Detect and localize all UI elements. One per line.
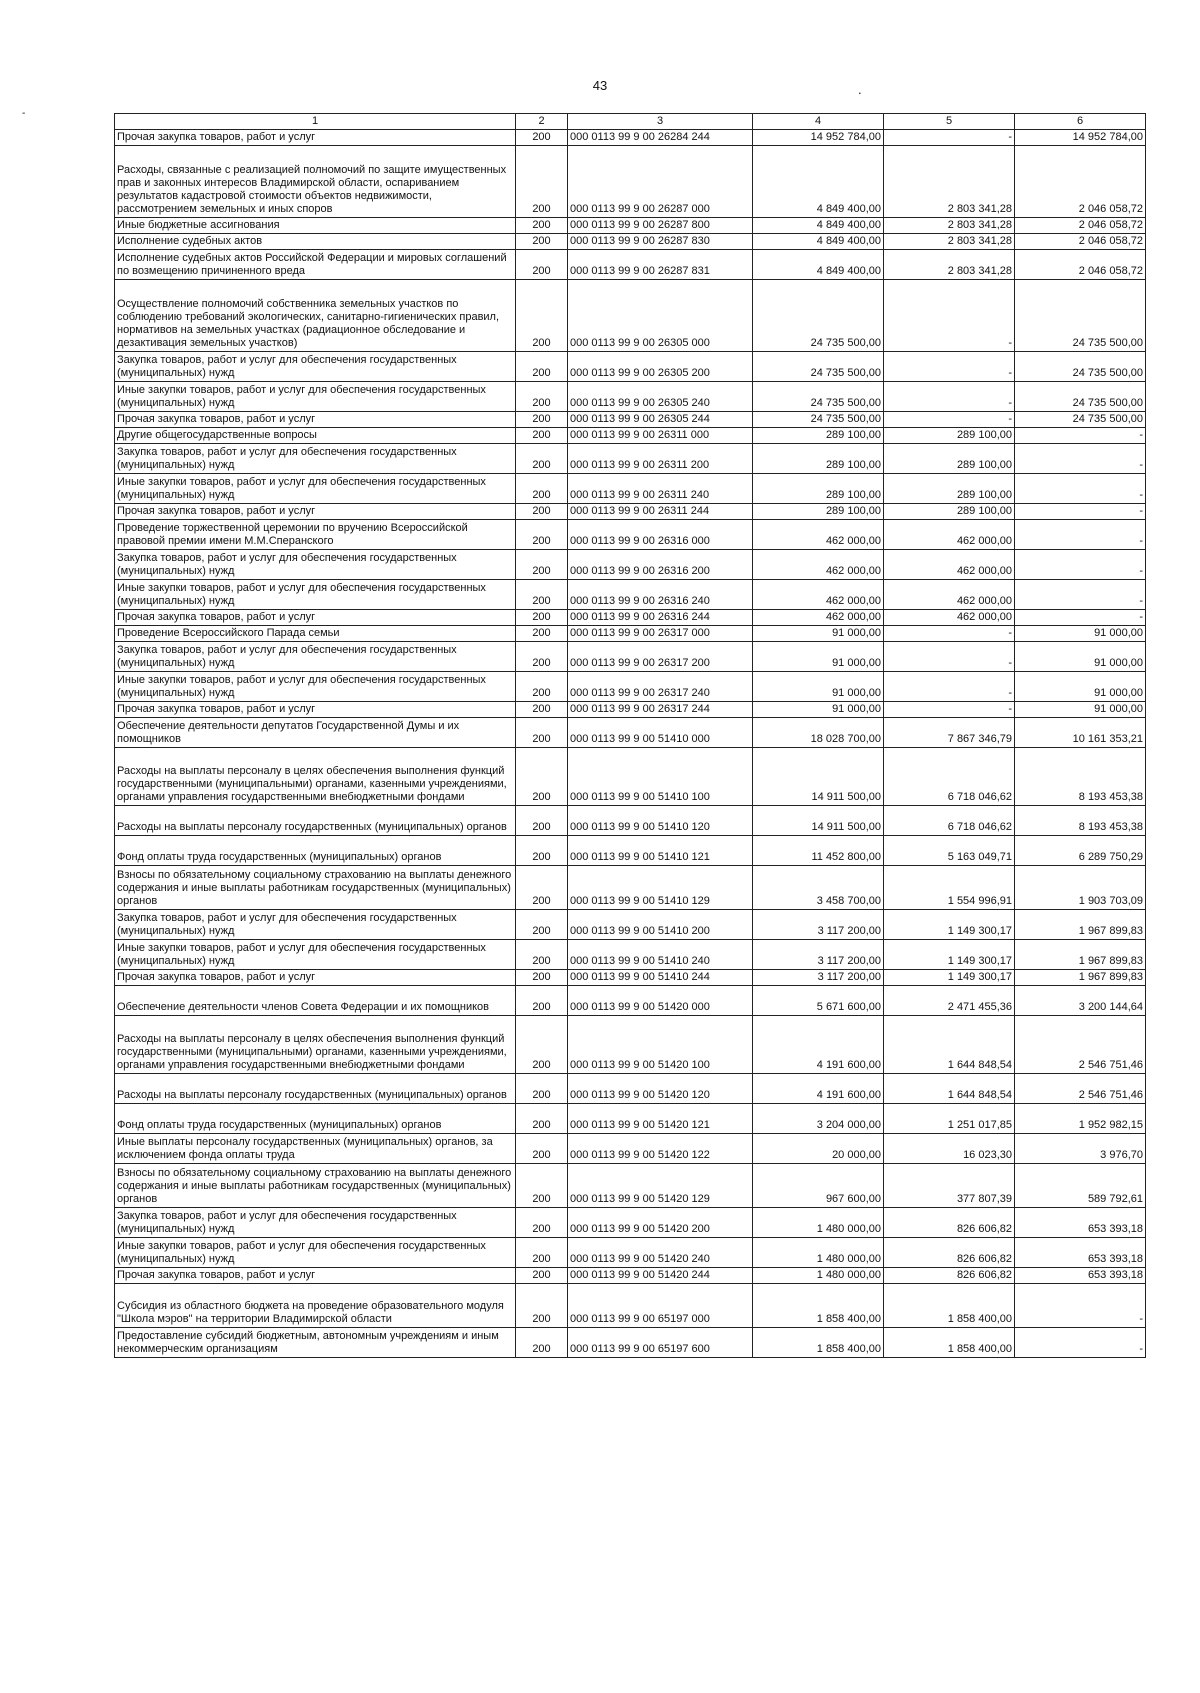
row-kbk: 000 0113 99 9 00 51420 244 [568,1268,753,1284]
row-executed: 826 606,82 [884,1208,1015,1238]
table-row [115,626,1146,642]
row-unexecuted: - [1015,1328,1146,1358]
row-name: Закупка товаров, работ и услуг для обеспечения государственных (муниципальных) нужд [115,444,516,474]
row-name: Расходы, связанные с реализацией полномочий по защите имущественных прав и законных интересов Владимирской области, оспариванием результатов кадастровой стоимости объектов недвижимости, рассмотрением земельных и иных споров [115,146,516,218]
table-row [115,718,1146,748]
row-unexecuted: 6 289 750,29 [1015,836,1146,866]
row-kbk: 000 0113 99 9 00 51420 200 [568,1208,753,1238]
row-code: 200 [516,672,568,702]
row-unexecuted: 91 000,00 [1015,626,1146,642]
table-row [115,444,1146,474]
row-executed: 1 644 848,54 [884,1074,1015,1104]
row-executed: 289 100,00 [884,474,1015,504]
row-executed: 5 163 049,71 [884,836,1015,866]
row-name: Закупка товаров, работ и услуг для обеспечения государственных (муниципальных) нужд [115,352,516,382]
row-name: Фонд оплаты труда государственных (муниципальных) органов [115,836,516,866]
row-executed: 7 867 346,79 [884,718,1015,748]
row-unexecuted: 91 000,00 [1015,702,1146,718]
row-name: Проведение торжественной церемонии по вручению Всероссийской правовой премии имени М.М.Сперанского [115,520,516,550]
row-unexecuted: - [1015,580,1146,610]
table-row [115,1134,1146,1164]
row-kbk: 000 0113 99 9 00 51410 120 [568,806,753,836]
row-unexecuted: 1 967 899,83 [1015,970,1146,986]
row-kbk: 000 0113 99 9 00 51420 121 [568,1104,753,1134]
table-row [115,1208,1146,1238]
row-kbk: 000 0113 99 9 00 26311 240 [568,474,753,504]
row-code: 200 [516,642,568,672]
row-name: Закупка товаров, работ и услуг для обеспечения государственных (муниципальных) нужд [115,1208,516,1238]
row-executed: 2 803 341,28 [884,146,1015,218]
row-name: Взносы по обязательному социальному страхованию на выплаты денежного содержания и иные выплаты работникам государственных (муниципальных) органов [115,1164,516,1208]
row-approved: 4 849 400,00 [753,218,884,234]
row-approved: 289 100,00 [753,504,884,520]
row-name: Закупка товаров, работ и услуг для обеспечения государственных (муниципальных) нужд [115,910,516,940]
row-code: 200 [516,428,568,444]
row-code: 200 [516,610,568,626]
row-approved: 462 000,00 [753,580,884,610]
row-unexecuted: - [1015,444,1146,474]
stray-mark: - [22,108,26,119]
row-approved: 91 000,00 [753,702,884,718]
row-kbk: 000 0113 99 9 00 26316 200 [568,550,753,580]
row-unexecuted: 91 000,00 [1015,642,1146,672]
table-row [115,1238,1146,1268]
row-unexecuted: 3 976,70 [1015,1134,1146,1164]
row-code: 200 [516,1328,568,1358]
row-name: Прочая закупка товаров, работ и услуг [115,970,516,986]
row-code: 200 [516,1016,568,1074]
row-executed: 462 000,00 [884,610,1015,626]
row-approved: 5 671 600,00 [753,986,884,1016]
row-approved: 462 000,00 [753,610,884,626]
row-unexecuted: 653 393,18 [1015,1208,1146,1238]
row-approved: 289 100,00 [753,428,884,444]
row-executed: 2 803 341,28 [884,250,1015,280]
row-code: 200 [516,352,568,382]
row-code: 200 [516,866,568,910]
row-unexecuted: 24 735 500,00 [1015,352,1146,382]
row-unexecuted: 2 046 058,72 [1015,234,1146,250]
row-code: 200 [516,1208,568,1238]
row-name: Прочая закупка товаров, работ и услуг [115,504,516,520]
row-executed: 1 554 996,91 [884,866,1015,910]
table-row [115,428,1146,444]
table-row [115,610,1146,626]
row-kbk: 000 0113 99 9 00 26317 000 [568,626,753,642]
row-approved: 1 858 400,00 [753,1284,884,1328]
row-approved: 3 204 000,00 [753,1104,884,1134]
row-approved: 4 191 600,00 [753,1074,884,1104]
row-code: 200 [516,940,568,970]
row-kbk: 000 0113 99 9 00 26287 800 [568,218,753,234]
row-kbk: 000 0113 99 9 00 26305 000 [568,280,753,352]
row-unexecuted: 24 735 500,00 [1015,412,1146,428]
row-executed: 2 803 341,28 [884,234,1015,250]
row-executed: - [884,130,1015,146]
table-row [115,702,1146,718]
row-kbk: 000 0113 99 9 00 26311 000 [568,428,753,444]
row-name: Проведение Всероссийского Парада семьи [115,626,516,642]
row-code: 200 [516,1284,568,1328]
row-executed: - [884,672,1015,702]
table-body [115,130,1146,1358]
row-unexecuted: - [1015,1284,1146,1328]
row-kbk: 000 0113 99 9 00 26316 000 [568,520,753,550]
table-row [115,806,1146,836]
row-unexecuted: 2 546 751,46 [1015,1016,1146,1074]
row-name: Исполнение судебных актов Российской Федерации и мировых соглашений по возмещению причиненного вреда [115,250,516,280]
row-unexecuted: 8 193 453,38 [1015,806,1146,836]
row-name: Взносы по обязательному социальному страхованию на выплаты денежного содержания и иные выплаты работникам государственных (муниципальных) органов [115,866,516,910]
row-code: 200 [516,580,568,610]
row-executed: 462 000,00 [884,550,1015,580]
row-unexecuted: - [1015,550,1146,580]
row-kbk: 000 0113 99 9 00 26287 830 [568,234,753,250]
row-kbk: 000 0113 99 9 00 26305 244 [568,412,753,428]
table-row [115,130,1146,146]
row-kbk: 000 0113 99 9 00 26316 240 [568,580,753,610]
table-row [115,910,1146,940]
row-kbk: 000 0113 99 9 00 51420 122 [568,1134,753,1164]
row-unexecuted: 1 903 703,09 [1015,866,1146,910]
row-code: 200 [516,280,568,352]
row-executed: 1 644 848,54 [884,1016,1015,1074]
row-executed: 2 471 455,36 [884,986,1015,1016]
row-unexecuted: 2 046 058,72 [1015,146,1146,218]
row-name: Иные бюджетные ассигнования [115,218,516,234]
row-executed: 1 858 400,00 [884,1284,1015,1328]
row-name: Иные закупки товаров, работ и услуг для обеспечения государственных (муниципальных) нужд [115,672,516,702]
row-approved: 1 858 400,00 [753,1328,884,1358]
row-code: 200 [516,250,568,280]
row-unexecuted: 1 952 982,15 [1015,1104,1146,1134]
row-kbk: 000 0113 99 9 00 51410 121 [568,836,753,866]
row-unexecuted: 1 967 899,83 [1015,940,1146,970]
row-code: 200 [516,130,568,146]
row-approved: 11 452 800,00 [753,836,884,866]
table-row [115,1074,1146,1104]
row-name: Расходы на выплаты персоналу в целях обеспечения выполнения функций государственными (муниципальными) органами, казенными учреждениями, органами управления государственными внебюджетными фондами [115,1016,516,1074]
row-code: 200 [516,504,568,520]
table-header-row [115,114,1146,130]
table-row [115,250,1146,280]
table-row [115,940,1146,970]
row-approved: 24 735 500,00 [753,352,884,382]
row-code: 200 [516,1104,568,1134]
row-code: 200 [516,1074,568,1104]
row-code: 200 [516,1134,568,1164]
row-unexecuted: 653 393,18 [1015,1268,1146,1284]
row-code: 200 [516,1238,568,1268]
table-row [115,504,1146,520]
row-approved: 4 849 400,00 [753,250,884,280]
row-kbk: 000 0113 99 9 00 51420 240 [568,1238,753,1268]
header-col-1: 1 [115,114,516,130]
row-unexecuted: - [1015,520,1146,550]
table-row [115,1016,1146,1074]
row-name: Предоставление субсидий бюджетным, автономным учреждениям и иным некоммерческим организациям [115,1328,516,1358]
row-kbk: 000 0113 99 9 00 51420 120 [568,1074,753,1104]
row-kbk: 000 0113 99 9 00 26317 240 [568,672,753,702]
row-unexecuted: 1 967 899,83 [1015,910,1146,940]
header-col-5: 5 [884,114,1015,130]
row-approved: 91 000,00 [753,672,884,702]
row-name: Закупка товаров, работ и услуг для обеспечения государственных (муниципальных) нужд [115,550,516,580]
row-approved: 3 117 200,00 [753,940,884,970]
row-executed: - [884,382,1015,412]
row-name: Иные закупки товаров, работ и услуг для обеспечения государственных (муниципальных) нужд [115,382,516,412]
table-row [115,1268,1146,1284]
table-row [115,412,1146,428]
row-executed: 826 606,82 [884,1238,1015,1268]
row-name: Иные выплаты персоналу государственных (муниципальных) органов, за исключением фонда оплаты труда [115,1134,516,1164]
row-approved: 1 480 000,00 [753,1208,884,1238]
table-row [115,748,1146,806]
row-approved: 1 480 000,00 [753,1268,884,1284]
row-executed: 377 807,39 [884,1164,1015,1208]
table-row [115,866,1146,910]
row-kbk: 000 0113 99 9 00 26287 831 [568,250,753,280]
row-unexecuted: - [1015,428,1146,444]
row-approved: 4 849 400,00 [753,234,884,250]
row-name: Осуществление полномочий собственника земельных участков по соблюдению требований экологических, санитарно-гигиенических правил, нормативов на земельных участках (радиационное обследование и дезактивация земельных участков) [115,280,516,352]
row-approved: 3 117 200,00 [753,970,884,986]
row-executed: 1 149 300,17 [884,970,1015,986]
row-name: Иные закупки товаров, работ и услуг для обеспечения государственных (муниципальных) нужд [115,580,516,610]
row-unexecuted: 10 161 353,21 [1015,718,1146,748]
row-executed: 2 803 341,28 [884,218,1015,234]
row-code: 200 [516,718,568,748]
row-approved: 24 735 500,00 [753,382,884,412]
table-row [115,970,1146,986]
row-approved: 967 600,00 [753,1164,884,1208]
row-approved: 4 191 600,00 [753,1016,884,1074]
row-name: Субсидия из областного бюджета на проведение образовательного модуля "Школа мэров" на территории Владимирской области [115,1284,516,1328]
row-name: Закупка товаров, работ и услуг для обеспечения государственных (муниципальных) нужд [115,642,516,672]
row-code: 200 [516,986,568,1016]
row-approved: 462 000,00 [753,520,884,550]
row-executed: - [884,412,1015,428]
table-row [115,146,1146,218]
row-executed: 16 023,30 [884,1134,1015,1164]
table-row [115,1164,1146,1208]
table-row [115,672,1146,702]
table-row [115,280,1146,352]
row-executed: 826 606,82 [884,1268,1015,1284]
stray-dot: . [858,82,862,97]
row-unexecuted: 8 193 453,38 [1015,748,1146,806]
row-approved: 24 735 500,00 [753,412,884,428]
row-kbk: 000 0113 99 9 00 51420 100 [568,1016,753,1074]
table-row [115,1284,1146,1328]
row-executed: 1 858 400,00 [884,1328,1015,1358]
row-approved: 3 458 700,00 [753,866,884,910]
row-name: Расходы на выплаты персоналу в целях обеспечения выполнения функций государственными (муниципальными) органами, казенными учреждениями, органами управления государственными внебюджетными фондами [115,748,516,806]
row-kbk: 000 0113 99 9 00 51410 200 [568,910,753,940]
row-code: 200 [516,412,568,428]
row-name: Иные закупки товаров, работ и услуг для обеспечения государственных (муниципальных) нужд [115,474,516,504]
row-approved: 24 735 500,00 [753,280,884,352]
row-approved: 3 117 200,00 [753,910,884,940]
row-code: 200 [516,910,568,940]
table-row [115,474,1146,504]
row-approved: 91 000,00 [753,626,884,642]
row-executed: - [884,280,1015,352]
table-row [115,234,1146,250]
row-kbk: 000 0113 99 9 00 65197 000 [568,1284,753,1328]
row-code: 200 [516,382,568,412]
table-row [115,520,1146,550]
row-approved: 1 480 000,00 [753,1238,884,1268]
row-name: Прочая закупка товаров, работ и услуг [115,610,516,626]
row-name: Расходы на выплаты персоналу государственных (муниципальных) органов [115,1074,516,1104]
row-approved: 4 849 400,00 [753,146,884,218]
row-executed: 6 718 046,62 [884,806,1015,836]
row-executed: 1 149 300,17 [884,910,1015,940]
row-kbk: 000 0113 99 9 00 51410 240 [568,940,753,970]
row-name: Прочая закупка товаров, работ и услуг [115,702,516,718]
row-kbk: 000 0113 99 9 00 26284 244 [568,130,753,146]
table-row [115,642,1146,672]
row-approved: 14 911 500,00 [753,806,884,836]
row-unexecuted: 2 046 058,72 [1015,218,1146,234]
row-unexecuted: - [1015,504,1146,520]
row-kbk: 000 0113 99 9 00 65197 600 [568,1328,753,1358]
row-name: Исполнение судебных актов [115,234,516,250]
row-name: Прочая закупка товаров, работ и услуг [115,412,516,428]
row-executed: - [884,642,1015,672]
row-approved: 14 911 500,00 [753,748,884,806]
row-approved: 91 000,00 [753,642,884,672]
table-row [115,986,1146,1016]
row-approved: 18 028 700,00 [753,718,884,748]
row-kbk: 000 0113 99 9 00 26317 244 [568,702,753,718]
row-name: Обеспечение деятельности членов Совета Федерации и их помощников [115,986,516,1016]
row-approved: 20 000,00 [753,1134,884,1164]
row-kbk: 000 0113 99 9 00 26305 240 [568,382,753,412]
row-kbk: 000 0113 99 9 00 51410 100 [568,748,753,806]
row-executed: 1 149 300,17 [884,940,1015,970]
row-name: Расходы на выплаты персоналу государственных (муниципальных) органов [115,806,516,836]
row-unexecuted: 14 952 784,00 [1015,130,1146,146]
row-kbk: 000 0113 99 9 00 51410 129 [568,866,753,910]
budget-table [114,113,1146,1358]
row-approved: 462 000,00 [753,550,884,580]
row-unexecuted: 91 000,00 [1015,672,1146,702]
row-code: 200 [516,550,568,580]
row-name: Другие общегосударственные вопросы [115,428,516,444]
row-unexecuted: 653 393,18 [1015,1238,1146,1268]
row-name: Иные закупки товаров, работ и услуг для обеспечения государственных (муниципальных) нужд [115,940,516,970]
row-unexecuted: 589 792,61 [1015,1164,1146,1208]
row-code: 200 [516,474,568,504]
table-row [115,352,1146,382]
table-row [115,836,1146,866]
row-approved: 289 100,00 [753,474,884,504]
row-code: 200 [516,146,568,218]
row-code: 200 [516,970,568,986]
row-executed: 1 251 017,85 [884,1104,1015,1134]
row-code: 200 [516,1164,568,1208]
row-kbk: 000 0113 99 9 00 26316 244 [568,610,753,626]
row-name: Прочая закупка товаров, работ и услуг [115,1268,516,1284]
row-code: 200 [516,218,568,234]
row-code: 200 [516,234,568,250]
table-row [115,580,1146,610]
row-name: Иные закупки товаров, работ и услуг для обеспечения государственных (муниципальных) нужд [115,1238,516,1268]
row-code: 200 [516,1268,568,1284]
row-code: 200 [516,626,568,642]
row-unexecuted: 24 735 500,00 [1015,280,1146,352]
row-kbk: 000 0113 99 9 00 51420 000 [568,986,753,1016]
row-code: 200 [516,444,568,474]
table-row [115,382,1146,412]
row-executed: 289 100,00 [884,504,1015,520]
row-unexecuted: - [1015,610,1146,626]
table-row [115,1328,1146,1358]
row-approved: 289 100,00 [753,444,884,474]
header-col-3: 3 [568,114,753,130]
row-kbk: 000 0113 99 9 00 26317 200 [568,642,753,672]
row-kbk: 000 0113 99 9 00 26311 200 [568,444,753,474]
row-code: 200 [516,806,568,836]
header-col-2: 2 [516,114,568,130]
row-executed: 462 000,00 [884,580,1015,610]
row-name: Фонд оплаты труда государственных (муниципальных) органов [115,1104,516,1134]
row-name: Прочая закупка товаров, работ и услуг [115,130,516,146]
row-kbk: 000 0113 99 9 00 26305 200 [568,352,753,382]
page-number: 43 [592,78,608,93]
row-executed: 462 000,00 [884,520,1015,550]
header-col-6: 6 [1015,114,1146,130]
row-name: Обеспечение деятельности депутатов Государственной Думы и их помощников [115,718,516,748]
row-unexecuted: - [1015,474,1146,504]
row-code: 200 [516,748,568,806]
row-executed: - [884,626,1015,642]
row-code: 200 [516,702,568,718]
table-row [115,1104,1146,1134]
row-kbk: 000 0113 99 9 00 26311 244 [568,504,753,520]
row-unexecuted: 3 200 144,64 [1015,986,1146,1016]
row-kbk: 000 0113 99 9 00 26287 000 [568,146,753,218]
row-kbk: 000 0113 99 9 00 51420 129 [568,1164,753,1208]
row-executed: - [884,352,1015,382]
row-unexecuted: 24 735 500,00 [1015,382,1146,412]
row-unexecuted: 2 546 751,46 [1015,1074,1146,1104]
row-approved: 14 952 784,00 [753,130,884,146]
table-row [115,550,1146,580]
table-row [115,218,1146,234]
row-unexecuted: 2 046 058,72 [1015,250,1146,280]
row-kbk: 000 0113 99 9 00 51410 244 [568,970,753,986]
row-kbk: 000 0113 99 9 00 51410 000 [568,718,753,748]
row-executed: 6 718 046,62 [884,748,1015,806]
row-code: 200 [516,836,568,866]
header-col-4: 4 [753,114,884,130]
row-executed: 289 100,00 [884,444,1015,474]
row-executed: - [884,702,1015,718]
row-code: 200 [516,520,568,550]
row-executed: 289 100,00 [884,428,1015,444]
